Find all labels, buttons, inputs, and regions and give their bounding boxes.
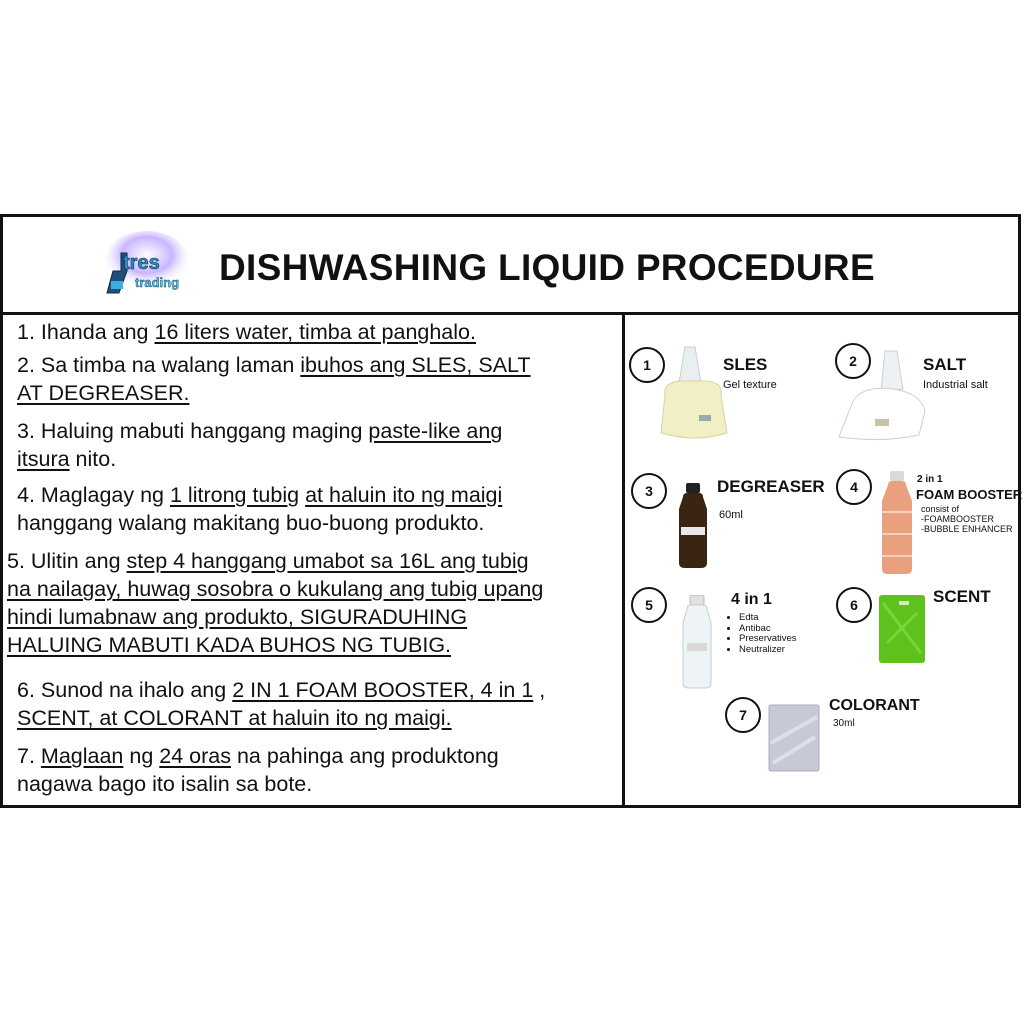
product-number-1: 1 xyxy=(629,347,665,383)
procedure-steps xyxy=(3,315,622,808)
product-desc-salt: Industrial salt xyxy=(923,379,988,391)
product-desc-foam-booster: consist of xyxy=(921,504,960,514)
product-list xyxy=(625,315,1021,808)
degreaser-bottle-image xyxy=(675,483,711,569)
product-name-four-in-one: 4 in 1 xyxy=(731,591,772,608)
colorant-pack-image xyxy=(767,703,821,773)
salt-bag-image xyxy=(833,349,933,441)
product-prefix-foam-booster: 2 in 1 xyxy=(917,474,943,485)
product-desc-colorant: 30ml xyxy=(833,718,855,729)
sles-bag-image xyxy=(655,343,733,443)
step-2: 2. Sa timba na walang laman ibuhos ang SLES, SALT AT DEGREASER. xyxy=(17,353,531,405)
product-name-salt: SALT xyxy=(923,355,967,374)
product-desc-degreaser: 60ml xyxy=(719,509,743,521)
four-in-one-bottle-image xyxy=(679,595,715,689)
product-name-degreaser: DEGREASER xyxy=(717,477,825,496)
product-number-7: 7 xyxy=(725,697,761,733)
step-6: 6. Sunod na ihalo ang 2 IN 1 FOAM BOOSTER, 4 in 1 , SCENT, at COLORANT at haluin ito ng maigi. xyxy=(17,678,546,730)
feature-item: • Preservatives xyxy=(739,634,797,645)
product-number-6: 6 xyxy=(836,587,872,623)
step-4: 4. Maglagay ng 1 litrong tubig at haluin ito ng maigi hanggang walang makitang buo-buong produkto. xyxy=(17,483,503,535)
feature-item: • Edta xyxy=(739,613,797,624)
feature-item: • Neutralizer xyxy=(739,645,797,656)
procedure-frame xyxy=(0,214,1021,808)
foam-booster-bottle-image xyxy=(878,471,916,575)
product-desc-sles: Gel texture xyxy=(723,379,777,391)
page-title: DISHWASHING LIQUID PROCEDURE xyxy=(219,247,875,288)
product-number-3: 3 xyxy=(631,473,667,509)
product-number-4: 4 xyxy=(836,469,872,505)
step-1: 1. Ihanda ang 16 liters water, timba at panghalo. xyxy=(17,320,476,344)
product-number-5: 5 xyxy=(631,587,667,623)
svg-text:trading: trading xyxy=(135,275,180,290)
product-name-sles: SLES xyxy=(723,355,768,374)
feature-item: • Antibac xyxy=(739,624,797,635)
scent-pack-image xyxy=(877,593,927,665)
four-in-one-features xyxy=(725,613,797,655)
tres-trading-logo xyxy=(99,231,191,299)
product-number-2: 2 xyxy=(835,343,871,379)
product-line-foamboost: -FOAMBOOSTER xyxy=(921,514,995,524)
product-name-foam-booster: FOAM BOOSTER xyxy=(916,487,1023,502)
step-7: 7. Maglaan ng 24 oras na pahinga ang produktong nagawa bago ito isalin sa bote. xyxy=(17,744,499,796)
step-5: 5. Ulitin ang step 4 hanggang umabot sa 16L ang tubig na nailagay, huwag sosobra o kukulang ang tubig upang hindi lumabnaw ang produkto, SIGURADUHING HALUING MABUTI KADA BUHOS NG TUBIG. xyxy=(7,549,544,657)
product-name-colorant: COLORANT xyxy=(829,697,920,714)
header xyxy=(3,217,1018,315)
product-line-bubble: -BUBBLE ENHANCER xyxy=(921,524,1013,534)
svg-text:tres: tres xyxy=(123,252,160,274)
step-3: 3. Haluing mabuti hanggang maging paste-like ang itsura nito. xyxy=(17,419,503,471)
product-name-scent: SCENT xyxy=(933,587,991,606)
